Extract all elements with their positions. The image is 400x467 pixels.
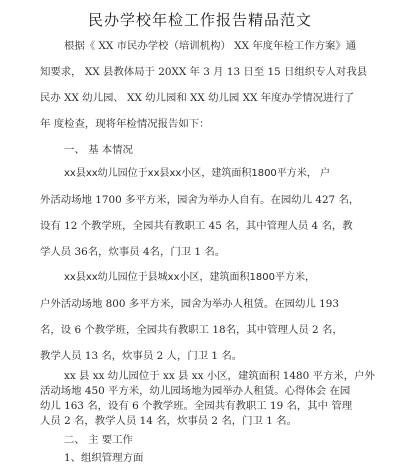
section-heading: 一、 基 本情况 <box>64 144 133 156</box>
paragraph-line: 民办 XX 幼儿园、 XX 幼儿园和 XX 幼儿园 XX 年度办学情况进行了 <box>40 92 355 104</box>
paragraph-line: 人员 2 名，教学人员 14 名，炊事员 2 名，门卫 1 名。 <box>40 415 297 427</box>
paragraph-line: 活动场地 450 平方米，幼儿园场地为园举办人租赁。心得体会 在园 <box>40 385 351 397</box>
paragraph-line: 根据《 XX 市民办学校（培训机构） XX 年度年检工作方案》通 <box>64 40 357 52</box>
paragraph-line: 知要求， XX 县教体局于 20XX 年 3 月 13 日至 15 日组织专人对我县 <box>40 66 368 78</box>
paragraph-line: 户外活动场地 800 多平方米，园舍为举办人租赁。在园幼儿 193 <box>40 298 339 310</box>
subsection-heading: 1、组织管理方面 <box>64 452 144 464</box>
paragraph-line: 幼儿 163 名，设有 6 个教学班。全园共有教职工 19 名，其中 管理 <box>40 400 353 412</box>
paragraph-line: xx 县 xx 幼儿园位于 xx 县 xx 小区，建筑面积 1480 平方米，户外 <box>64 370 375 382</box>
paragraph-line: 教学人员 13 名，炊事员 2 人，门卫 1 名。 <box>40 350 243 362</box>
paragraph-line: 外活动场地 1700 多平方米，园舍为举办人自有。在园幼儿 427 名， <box>40 194 360 206</box>
paragraph-line: xx县xx幼儿园位于县城xx小区，建筑面积1800平方米， <box>64 272 315 283</box>
paragraph-line: 学人员 36名，炊事员 4名，门卫 1 名。 <box>40 246 226 258</box>
paragraph-line: xx县xx幼儿园位于xx县xx小区，建筑面积1800平方米， 户 <box>64 168 330 179</box>
paragraph-line: 设有 12 个教学班，全园共有教职工 45 名，其中管理人员 4 名，教 <box>40 220 353 232</box>
paragraph-line: 名，设 6 个教学班，全园共有教职工 18名，其中管理人员 2 名， <box>40 324 343 336</box>
document-title: 民办学校年检工作报告精品范文 <box>87 11 312 29</box>
section-heading: 二、 主 要工作 <box>64 434 133 446</box>
paragraph-line: 年 度检查，现将年检情况报告如下： <box>40 118 210 130</box>
